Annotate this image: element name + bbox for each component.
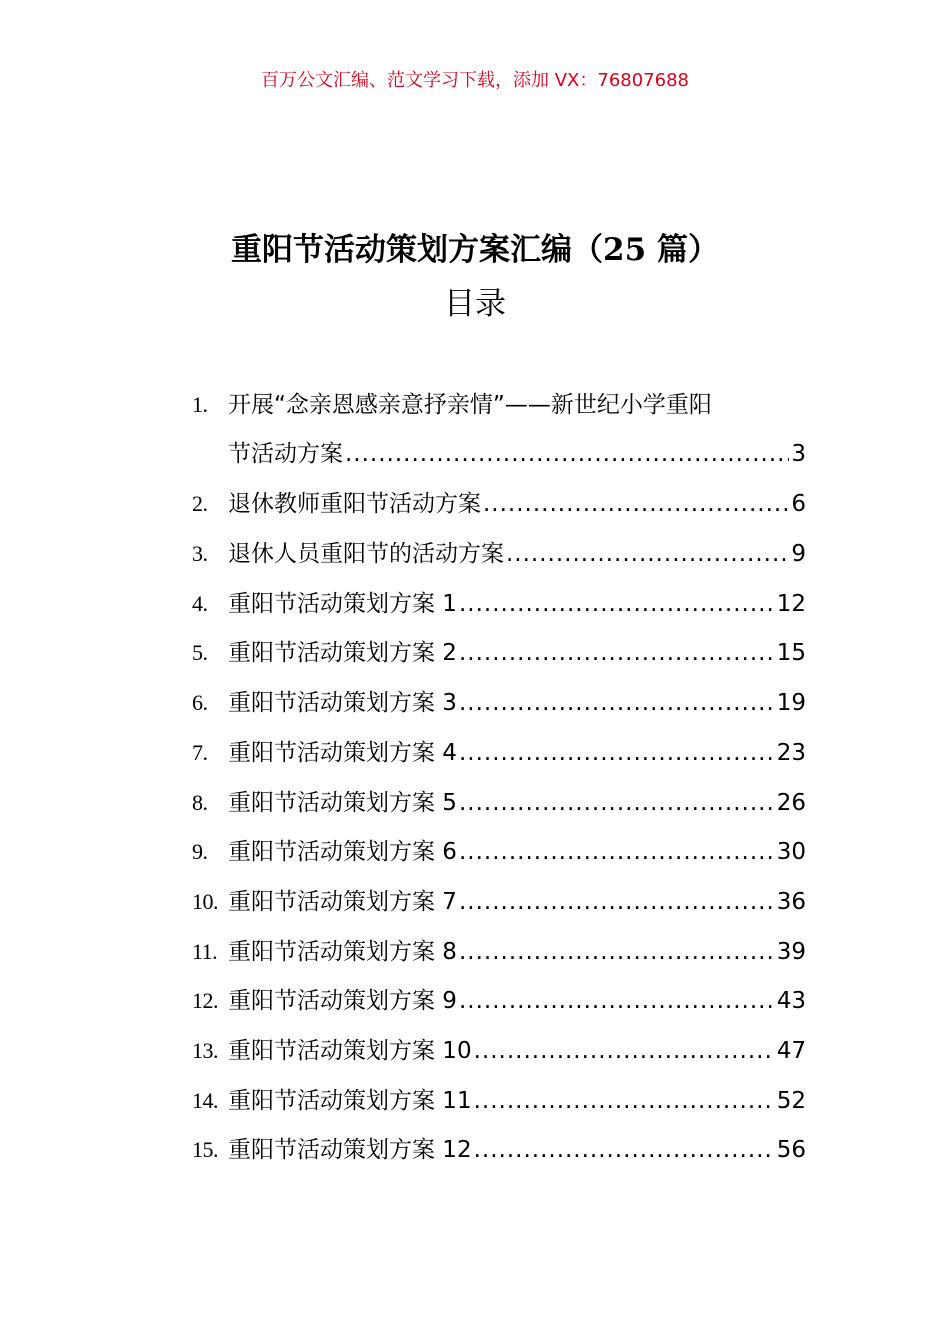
toc-entry-title: 重阳节活动策划方案 12 bbox=[228, 1137, 472, 1164]
toc-entry-page-number: 9 bbox=[791, 541, 806, 568]
toc-leader-dots bbox=[474, 1077, 775, 1127]
toc-entry-title: 退休教师重阳节活动方案 bbox=[228, 491, 481, 518]
toc-entry-title-line1: 开展“念亲恩感亲意抒亲情”——新世纪小学重阳 bbox=[228, 392, 712, 418]
toc-entry-title: 重阳节活动策划方案 5 bbox=[228, 789, 457, 816]
toc-entry[interactable] bbox=[192, 628, 806, 678]
toc-entry-number: 13. bbox=[192, 1037, 218, 1063]
toc-entry-line bbox=[192, 479, 806, 529]
document-title bbox=[0, 228, 950, 272]
toc-entry-page-number: 39 bbox=[776, 938, 806, 965]
toc-entry[interactable] bbox=[192, 1076, 806, 1126]
toc-entry-page-number: 19 bbox=[776, 690, 806, 717]
toc-entry-number: 12. bbox=[192, 988, 218, 1014]
document-title-tail: 篇） bbox=[646, 232, 719, 268]
toc-entry-line bbox=[192, 877, 806, 927]
toc-leader-dots bbox=[345, 430, 789, 480]
toc-entry[interactable] bbox=[192, 827, 806, 877]
toc-entry[interactable] bbox=[192, 380, 806, 479]
toc-entry-line bbox=[192, 529, 806, 579]
toc-entry-page-number: 3 bbox=[791, 440, 806, 467]
toc-entry-title: 重阳节活动策划方案 8 bbox=[228, 938, 457, 965]
toc-entry[interactable] bbox=[192, 579, 806, 629]
toc-entry-title: 重阳节活动策划方案 2 bbox=[228, 640, 457, 667]
toc-entry-title: 重阳节活动策划方案 11 bbox=[228, 1087, 472, 1114]
toc-entry-number: 3. bbox=[192, 541, 208, 567]
toc-entry-page-number: 6 bbox=[791, 491, 806, 518]
toc-entry-line bbox=[192, 1125, 806, 1175]
toc-leader-dots bbox=[474, 1126, 775, 1176]
toc-entry[interactable] bbox=[192, 778, 806, 828]
toc-entry-page-number: 52 bbox=[776, 1087, 806, 1114]
toc-entry[interactable] bbox=[192, 529, 806, 579]
toc-entry-line bbox=[192, 628, 806, 678]
toc-entry-number: 8. bbox=[192, 789, 208, 815]
toc-entry[interactable] bbox=[192, 1026, 806, 1076]
toc-entry-page-number: 43 bbox=[776, 988, 806, 1015]
toc-entry-page-number: 30 bbox=[776, 839, 806, 866]
toc-entry-title: 重阳节活动策划方案 10 bbox=[228, 1037, 472, 1064]
toc-entry-page-number: 36 bbox=[776, 888, 806, 915]
toc-entry-title: 重阳节活动策划方案 7 bbox=[228, 888, 457, 915]
toc-entry-title: 重阳节活动策划方案 3 bbox=[228, 690, 457, 717]
toc-entry-line bbox=[192, 976, 806, 1026]
toc-entry-line bbox=[192, 678, 806, 728]
toc-entry-line bbox=[192, 927, 806, 977]
toc-entry-page-number: 23 bbox=[776, 739, 806, 766]
toc-entry-number: 2. bbox=[192, 491, 208, 517]
toc-entry-number: 9. bbox=[192, 839, 208, 865]
toc-entry-number: 6. bbox=[192, 690, 208, 716]
toc-entry-line bbox=[192, 778, 806, 828]
toc-entry-page-number: 56 bbox=[776, 1137, 806, 1164]
toc-entry[interactable] bbox=[192, 1125, 806, 1175]
toc-entry-first-line bbox=[192, 380, 806, 430]
toc-leader-dots bbox=[506, 530, 789, 580]
toc-entry-title: 重阳节活动策划方案 6 bbox=[228, 839, 457, 866]
table-of-contents bbox=[192, 380, 806, 1175]
toc-leader-dots bbox=[459, 977, 775, 1027]
toc-leader-dots bbox=[459, 629, 775, 679]
toc-entry-line bbox=[192, 728, 806, 778]
toc-entry-line bbox=[192, 1076, 806, 1126]
toc-leader-dots bbox=[459, 928, 775, 978]
toc-entry-number: 1. bbox=[192, 392, 208, 417]
toc-leader-dots bbox=[459, 878, 775, 928]
toc-entry[interactable] bbox=[192, 877, 806, 927]
toc-entry[interactable] bbox=[192, 678, 806, 728]
toc-entry-number: 11. bbox=[192, 938, 218, 964]
document-title-count: 25 bbox=[603, 232, 647, 268]
toc-entry-title: 节活动方案 bbox=[228, 440, 343, 467]
toc-entry-line bbox=[192, 579, 806, 629]
toc-entry[interactable] bbox=[192, 479, 806, 529]
toc-entry-line bbox=[192, 430, 806, 480]
toc-entry-page-number: 26 bbox=[776, 789, 806, 816]
toc-entry-number: 14. bbox=[192, 1087, 218, 1113]
toc-entry-title: 重阳节活动策划方案 1 bbox=[228, 590, 457, 617]
toc-entry[interactable] bbox=[192, 976, 806, 1026]
toc-entry-number: 5. bbox=[192, 640, 208, 666]
toc-leader-dots bbox=[459, 729, 775, 779]
toc-entry-page-number: 15 bbox=[776, 640, 806, 667]
toc-leader-dots bbox=[483, 480, 789, 530]
toc-leader-dots bbox=[474, 1027, 775, 1077]
toc-entry[interactable] bbox=[192, 927, 806, 977]
toc-entry[interactable] bbox=[192, 728, 806, 778]
toc-entry-number: 4. bbox=[192, 590, 208, 616]
toc-entry-title: 重阳节活动策划方案 9 bbox=[228, 988, 457, 1015]
toc-entry-title: 退休人员重阳节的活动方案 bbox=[228, 541, 504, 568]
toc-leader-dots bbox=[459, 828, 775, 878]
document-title-main: 重阳节活动策划方案汇编（ bbox=[231, 232, 604, 268]
toc-leader-dots bbox=[459, 779, 775, 829]
toc-entry-page-number: 47 bbox=[776, 1037, 806, 1064]
toc-entry-line bbox=[192, 1026, 806, 1076]
toc-leader-dots bbox=[459, 679, 775, 729]
toc-heading: 目录 bbox=[444, 286, 506, 322]
toc-entry-title: 重阳节活动策划方案 4 bbox=[228, 739, 457, 766]
toc-entry-line bbox=[192, 827, 806, 877]
toc-entry-number: 7. bbox=[192, 739, 208, 765]
toc-entry-number: 15. bbox=[192, 1137, 218, 1163]
header-note: 百万公文汇编、范文学习下载，添加 VX：76807688 bbox=[261, 70, 689, 91]
toc-entry-number: 10. bbox=[192, 888, 218, 914]
toc-leader-dots bbox=[459, 580, 775, 630]
toc-entry-page-number: 12 bbox=[776, 590, 806, 617]
